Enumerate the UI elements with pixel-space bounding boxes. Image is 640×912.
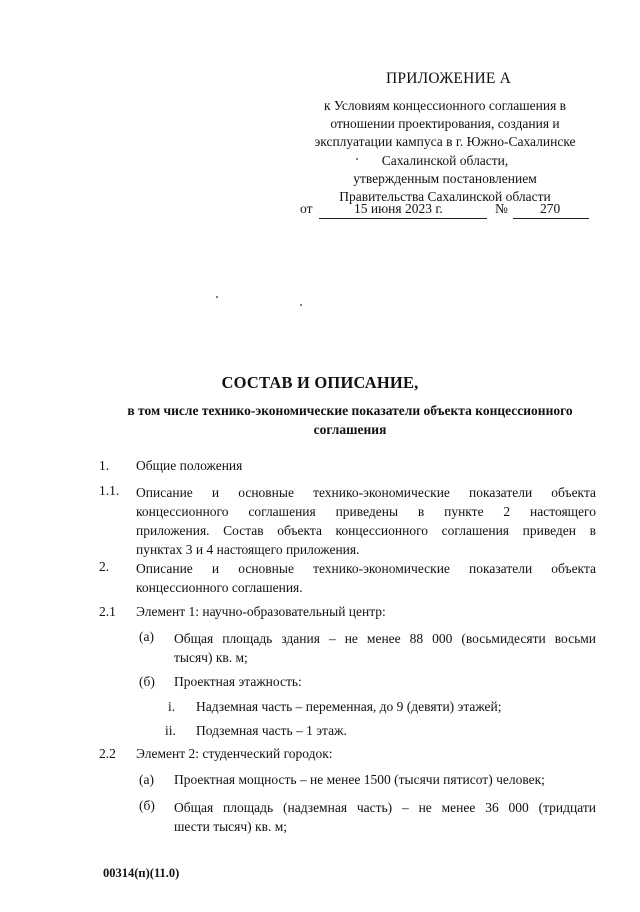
item-paragraph	[174, 629, 596, 667]
decree-number: 270	[540, 201, 561, 216]
number-label: №	[495, 201, 508, 216]
paragraph-line: Общая площадь (надземная часть) – не менее 36 000 (тридцати	[174, 800, 596, 815]
item-label: (б)	[139, 674, 155, 689]
document-title: СОСТАВ И ОПИСАНИЕ,	[221, 373, 419, 392]
subitem-label: ii.	[165, 723, 176, 738]
item-label: (а)	[139, 629, 154, 644]
subtitle-line: соглашения	[313, 422, 387, 437]
paragraph-line: тысяч) кв. м;	[174, 650, 248, 665]
number-underline	[513, 218, 589, 219]
decree-date: 15 июня 2023 г.	[354, 201, 443, 216]
header-line: Сахалинской области,	[381, 152, 509, 168]
subitem-label: i.	[168, 699, 176, 714]
section-number: 1.	[99, 458, 110, 473]
from-label: от	[300, 201, 313, 216]
date-underline	[319, 218, 487, 219]
appendix-header-text	[300, 97, 590, 206]
header-line: эксплуатации кампуса в г. Южно-Сахалинске	[314, 134, 576, 150]
paragraph-line: концессионного соглашения приведены в пункте 2 настоящего	[136, 504, 596, 519]
item-text: Проектная мощность – не менее 1500 (тысячи пятисот) человек;	[174, 772, 545, 787]
appendix-title: ПРИЛОЖЕНИЕ А	[386, 70, 512, 87]
header-line: к Условиям концессионного соглашения в	[323, 98, 567, 113]
scan-speck	[216, 296, 218, 298]
paragraph-line: Описание и основные технико-экономические показатели объекта	[136, 485, 596, 500]
header-line: Правительства Сахалинской области	[339, 189, 551, 205]
paragraph-line: Описание и основные технико-экономические показатели объекта	[136, 561, 596, 576]
section-number: 2.2	[99, 746, 116, 761]
section-paragraph	[136, 483, 596, 559]
header-line: утвержденным постановлением	[353, 170, 537, 186]
scan-speck	[356, 158, 358, 160]
item-label: (а)	[139, 772, 154, 787]
section-heading: Элемент 2: студенческий городок:	[136, 746, 333, 761]
document-code: 00314(п)(11.0)	[103, 866, 180, 880]
paragraph-line: концессионного соглашения.	[136, 580, 303, 595]
section-number: 2.1	[99, 604, 116, 619]
section-paragraph	[136, 559, 596, 597]
paragraph-line: Общая площадь здания – не менее 88 000 (восьмидесяти восьми	[174, 631, 596, 646]
scan-speck	[300, 304, 302, 306]
item-label: (б)	[139, 798, 155, 813]
subitem-text: Надземная часть – переменная, до 9 (девяти) этажей;	[196, 699, 502, 714]
paragraph-line: шести тысяч) кв. м;	[174, 819, 288, 834]
paragraph-line: приложения. Состав объекта концессионного соглашения приведен в	[136, 523, 596, 538]
item-text: Проектная этажность:	[174, 674, 302, 689]
section-number: 2.	[99, 559, 110, 574]
subitem-text: Подземная часть – 1 этаж.	[196, 723, 347, 738]
decree-date-number-row	[300, 201, 600, 221]
paragraph-line: пунктах 3 и 4 настоящего приложения.	[136, 542, 360, 557]
section-heading: Элемент 1: научно-образовательный центр:	[136, 604, 386, 619]
section-number: 1.1.	[99, 483, 120, 498]
subtitle-line: в том числе технико-экономические показатели объекта концессионного	[127, 403, 573, 418]
header-line: отношении проектирования, создания и	[330, 116, 560, 132]
document-subtitle	[100, 401, 600, 439]
item-paragraph	[174, 798, 596, 836]
section-heading: Общие положения	[136, 458, 243, 473]
